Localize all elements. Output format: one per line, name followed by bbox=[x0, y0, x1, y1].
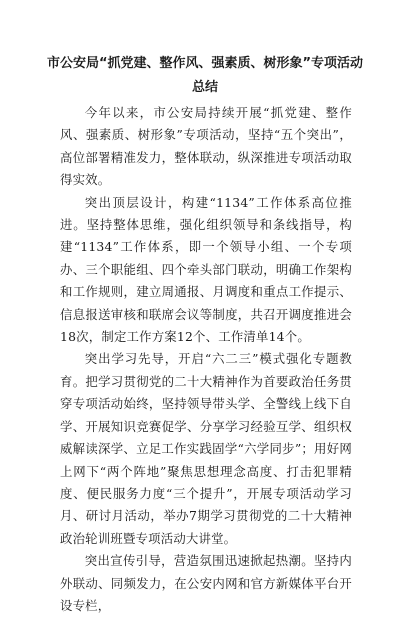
document-title-continued: 总结 bbox=[191, 80, 218, 95]
document-title: 市公安局“抓党建、整作风、强素质、树形象”专项活动 bbox=[46, 56, 364, 71]
paragraph-top-level-design: 突出顶层设计，构建“1134”工作体系高位推进。坚持整体思维，强化组织领导和条线指导，构建“1134”工作体系，即一个领导小组、一个专项办、三个职能组、四个牵头部门联动，明确工作架构和工作规则，建立周通报、月调度和重点工作提示、信息报送审核和联席会议等制度，共召开调度推进会18次，制定工作方案12个、工作清单14个。 bbox=[60, 194, 352, 345]
document-body bbox=[60, 102, 352, 617]
paragraph-study-guidance: 突出学习先导，开启“六二三”模式强化专题教育。把学习贯彻党的二十大精神作为首要政治任务贯穿专项活动始终，坚持领导带头学、全警线上线下自学、开展知识竞赛促学、分享学习经验互学、组织权威解读深学、立足工作实践固学“六学同步”；用好网上网下“两个阵地”聚焦思想理念高度、打击犯罪精度、便民服务力度“三个提升”，开展专项活动学习月、研讨月活动，举办7期学习贯彻党的二十大精神政治轮训班暨专项活动大讲堂。 bbox=[60, 351, 352, 546]
paragraph-intro: 今年以来，市公安局持续开展“抓党建、整作风、强素质、树形象”专项活动，坚持“五个突出”，高位部署精准发力，整体联动，纵深推进专项活动取得实效。 bbox=[60, 105, 352, 188]
paragraph-publicity-guidance: 突出宣传引导，营造氛围迅速掀起热潮。坚持内外联动、同频发力，在公安内网和官方新媒体平台开设专栏， bbox=[60, 553, 352, 613]
